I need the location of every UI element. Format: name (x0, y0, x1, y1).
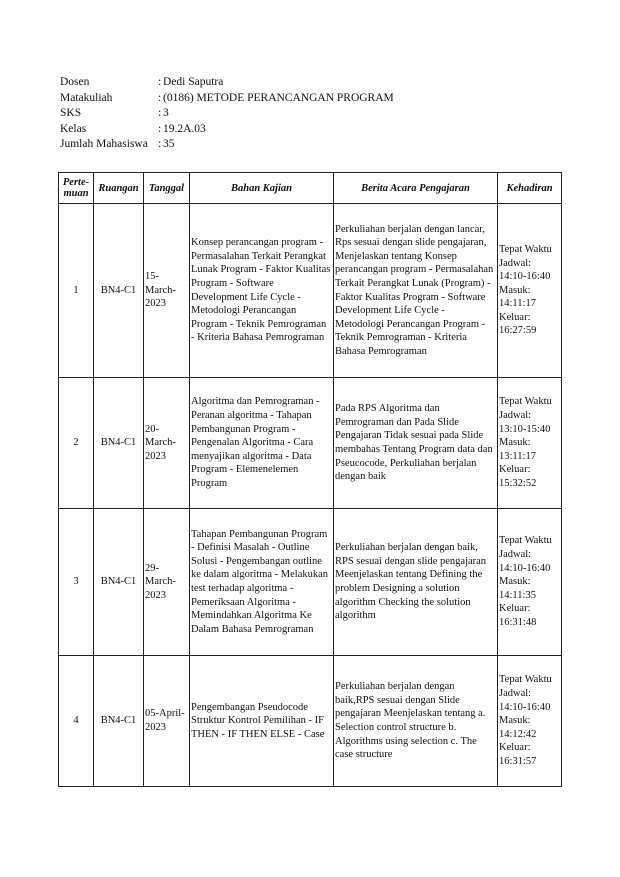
header-pertemuan: Perte-muan (59, 173, 94, 204)
table-row (59, 656, 562, 787)
info-value: (0186) METODE PERANCANGAN PROGRAM (163, 91, 394, 104)
table-row (59, 204, 562, 378)
cell-berita-acara: Perkuliahan berjalan dengan lancar, Rps sesuai dengan slide pengajaran, Menjelaskan tentang Konsep perancangan program - Permasalahan Terkait Perangkat Lunak (Program) - Faktor Kualitas Program - Software Development Life Cycle - Metodologi Perancangan Program - Teknik Pemrograman - Kriteria Bahasa Pemrograman (334, 204, 498, 378)
cell-berita-acara: Perkuliahan berjalan dengan baik,RPS sesuai dengan Slide pengajaran Meenjelaskan tentang a. Selection control structure b. Algorithms using selection c. The case structure (334, 656, 498, 787)
cell-pertemuan: 3 (59, 509, 94, 656)
info-value: 3 (163, 107, 169, 119)
info-separator: : (158, 76, 162, 88)
cell-pertemuan: 2 (59, 378, 94, 509)
info-key: Dosen (60, 76, 90, 88)
info-key: Matakuliah (60, 91, 113, 104)
table-row (59, 378, 562, 509)
info-value: 19.2A.03 (163, 122, 206, 135)
cell-tanggal: 15-March-2023 (144, 204, 190, 378)
header-ruangan: Ruangan (94, 173, 144, 204)
cell-bahan-kajian: Tahapan Pembangunan Program - Definisi Masalah - Outline Solusi - Pengembangan outline ke dalam algoritma - Melakukan test terhadap algoritma - Pemeriksaan Algoritma - Memindahkan Algoritma Ke Dalam Bahasa Pemrograman (190, 509, 334, 656)
cell-tanggal: 20-March-2023 (144, 378, 190, 509)
cell-tanggal: 05-April-2023 (144, 656, 190, 787)
cell-kehadiran: Tepat Waktu Jadwal: 13:10-15:40 Masuk: 13:11:17 Keluar: 15:32:52 (498, 378, 562, 509)
info-row-kelas (60, 122, 394, 138)
cell-pertemuan: 1 (59, 204, 94, 378)
cell-kehadiran: Tepat Waktu Jadwal: 14:10-16:40 Masuk: 14:11:35 Keluar: 16:31:48 (498, 509, 562, 656)
cell-bahan-kajian: Pengembangan Pseudocode Struktur Kontrol Pemilihan - IF THEN - IF THEN ELSE - Case (190, 656, 334, 787)
info-separator: : (158, 138, 162, 150)
info-row-dosen (60, 75, 394, 91)
info-separator: : (158, 107, 162, 119)
cell-kehadiran: Tepat Waktu Jadwal: 14:10-16:40 Masuk: 14:11:17 Keluar: 16:27:59 (498, 204, 562, 378)
cell-bahan-kajian: Algoritma dan Pemrograman - Peranan algoritma - Tahapan Pembangunan Program - Pengenalan Algoritma - Cara menyajikan algoritma - Data Program - Elemenelemen Program (190, 378, 334, 509)
info-row-matakuliah (60, 91, 394, 107)
cell-ruangan: BN4-C1 (94, 656, 144, 787)
cell-kehadiran: Tepat Waktu Jadwal: 14:10-16:40 Masuk: 14:12:42 Keluar: 16:31:57 (498, 656, 562, 787)
header-tanggal: Tanggal (144, 173, 190, 204)
cell-berita-acara: Perkuliahan berjalan dengan baik, RPS sesuai dengan slide pengajaran Meenjelaskan tentang Defining the problem Designing a solution algorithm Checking the solution algorithm (334, 509, 498, 656)
cell-ruangan: BN4-C1 (94, 378, 144, 509)
info-row-sks (60, 106, 394, 122)
cell-ruangan: BN4-C1 (94, 204, 144, 378)
course-info (60, 75, 394, 153)
header-kehadiran: Kehadiran (498, 173, 562, 204)
cell-ruangan: BN4-C1 (94, 509, 144, 656)
header-berita-acara: Berita Acara Pengajaran (334, 173, 498, 204)
table-header-row (59, 173, 562, 204)
info-separator: : (158, 122, 162, 135)
header-bahan-kajian: Bahan Kajian (190, 173, 334, 204)
cell-berita-acara: Pada RPS Algoritma dan Pemrograman dan Pada Slide Pengajaran Tidak sesuai pada Slide membahas Tentang Program data dan Pseucocode, Perkuliahan berjalan dengan baik (334, 378, 498, 509)
info-key: Jumlah Mahasiswa (60, 138, 148, 150)
info-key: Kelas (60, 122, 87, 135)
cell-tanggal: 29-March-2023 (144, 509, 190, 656)
table-row (59, 509, 562, 656)
info-key: SKS (60, 107, 82, 119)
info-value: Dedi Saputra (163, 76, 224, 88)
cell-pertemuan: 4 (59, 656, 94, 787)
attendance-table (58, 172, 562, 787)
info-value: 35 (163, 138, 175, 150)
cell-bahan-kajian: Konsep perancangan program - Permasalahan Terkait Perangkat Lunak Program - Faktor Kualitas Program - Software Development Life Cycle - Metodologi Perancangan Program - Teknik Pemrograman - Kriteria Bahasa Pemrograman (190, 204, 334, 378)
info-row-jumlah-mahasiswa (60, 137, 394, 153)
info-separator: : (158, 91, 162, 104)
